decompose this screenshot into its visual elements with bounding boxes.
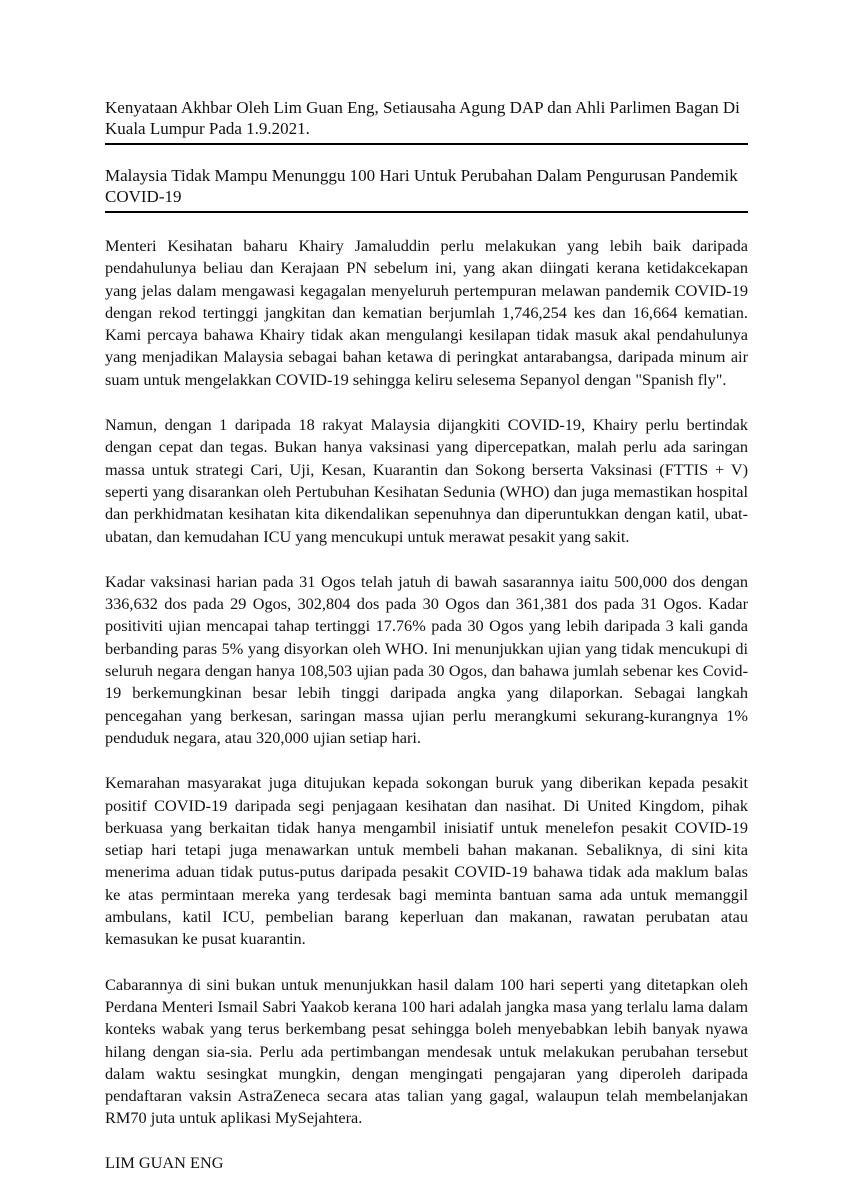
- body-paragraph-5: Cabarannya di sini bukan untuk menunjukkan hasil dalam 100 hari seperti yang ditetapkan oleh Perdana Menteri Ismail Sabri Yaakob kerana 100 hari adalah jangka masa yang terlalu lama dalam konteks wabak yang terus berkembang pesat sehingga boleh menyebabkan lebih banyak nyawa hilang dengan sia-sia. Perlu ada pertimbangan mendesak untuk melakukan perubahan tersebut dalam waktu sesingkat mungkin, dengan mengingati pengajaran yang diperoleh daripada pendaftaran vaksin AstraZeneca secara atas talian yang gagal, walaupun telah membelanjakan RM70 juta untuk aplikasi MySejahtera.: [105, 974, 748, 1128]
- signature-name: LIM GUAN ENG: [105, 1152, 224, 1172]
- document-page: [105, 0, 748, 1174]
- press-statement-header: Kenyataan Akhbar Oleh Lim Guan Eng, Setiausaha Agung DAP dan Ahli Parlimen Bagan Di Kuala Lumpur Pada 1.9.2021.: [105, 97, 748, 145]
- headline: Malaysia Tidak Mampu Menunggu 100 Hari Untuk Perubahan Dalam Pengurusan Pandemik COVID-19: [105, 165, 748, 213]
- body-paragraph-2: Namun, dengan 1 daripada 18 rakyat Malaysia dijangkiti COVID-19, Khairy perlu bertindak dengan cepat dan tegas. Bukan hanya vaksinasi yang dipercepatkan, malah perlu ada saringan massa untuk strategi Cari, Uji, Kesan, Kuarantin dan Sokong berserta Vaksinasi (FTTIS + V) seperti yang disarankan oleh Pertubuhan Kesihatan Sedunia (WHO) dan juga memastikan hospital dan perkhidmatan kesihatan kita dikendalikan sepenuhnya dan diperuntukkan dengan katil, ubat-ubatan, dan kemudahan ICU yang mencukupi untuk merawat pesakit yang sakit.: [105, 415, 748, 546]
- body-paragraph-1: Menteri Kesihatan baharu Khairy Jamaluddin perlu melakukan yang lebih baik daripada pendahulunya beliau dan Kerajaan PN sebelum ini, yang akan diingati kerana ketidakcekapan yang jelas dalam mengawasi kegagalan menyeluruh pertempuran melawan pandemik COVID-19 dengan rekod tertinggi jangkitan dan kematian berjumlah 1,746,254 kes dan 16,664 kematian. Kami percaya bahawa Khairy tidak akan mengulangi kesilapan tidak masuk akal pendahulunya yang menjadikan Malaysia sebagai bahan ketawa di peringkat antarabangsa, daripada minum air suam untuk mengelakkan COVID-19 sehingga keliru selesema Sepanyol dengan "Spanish fly".: [105, 236, 748, 389]
- body-paragraph-4: Kemarahan masyarakat juga ditujukan kepada sokongan buruk yang diberikan kepada pesakit positif COVID-19 daripada segi penjagaan kesihatan dan nasihat. Di United Kingdom, pihak berkuasa yang berkaitan tidak hanya mengambil inisiatif untuk menelefon pesakit COVID-19 setiap hari tetapi juga menawarkan untuk membeli bahan makanan. Sebaliknya, di sini kita menerima aduan tidak putus-putus daripada pesakit COVID-19 bahawa tidak ada maklum balas ke atas permintaan mereka yang terdesak bagi meminta bantuan sama ada untuk memanggil ambulans, katil ICU, pembelian barang keperluan dan makanan, rawatan perubatan atau kemasukan ke pusat kuarantin.: [105, 773, 748, 949]
- body-paragraph-3: Kadar vaksinasi harian pada 31 Ogos telah jatuh di bawah sasarannya iaitu 500,000 dos dengan 336,632 dos pada 29 Ogos, 302,804 dos pada 30 Ogos dan 361,381 dos pada 31 Ogos. Kadar positiviti ujian mencapai tahap tertinggi 17.76% pada 30 Ogos yang lebih daripada 3 kali ganda berbanding paras 5% yang disyorkan oleh WHO. Ini menunjukkan ujian yang tidak mencukupi di seluruh negara dengan hanya 108,503 ujian pada 30 Ogos, dan bahawa jumlah sebenar kes Covid-19 berkemungkinan besar lebih tinggi daripada angka yang dilaporkan. Sebagai langkah pencegahan yang berkesan, saringan massa ujian perlu merangkumi sekurang-kurangnya 1% penduduk negara, atau 320,000 ujian setiap hari.: [105, 571, 748, 747]
